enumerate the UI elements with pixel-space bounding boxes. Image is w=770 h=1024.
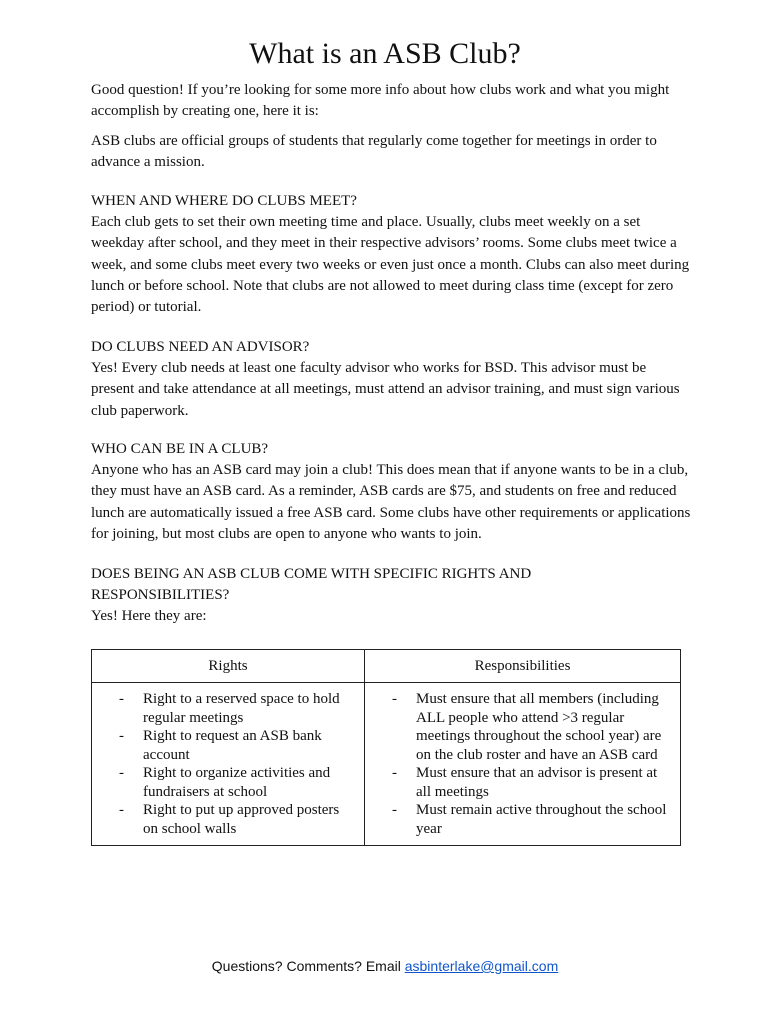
list-item: - Right to put up approved posters on school walls [119, 802, 340, 837]
responsibilities-header: Responsibilities [365, 650, 681, 683]
dash-bullet: - [392, 765, 397, 781]
list-item: - Must ensure that all members (including ALL people who attend >3 regular meetings throughout the school year) are on the club roster and have an ASB card [392, 691, 662, 763]
footer [0, 957, 770, 975]
section-rights-responsibilities [91, 564, 561, 628]
list-item: - Must remain active throughout the school year [392, 802, 667, 837]
dash-bullet: - [119, 691, 124, 707]
rights-cell [92, 683, 365, 846]
rights-responsibilities-table [91, 649, 681, 846]
section-body: Anyone who has an ASB card may join a club! This does mean that if anyone wants to be in a club, they must have an ASB card. As a reminder, ASB cards are $75, and students on free and reduced lunch are automatically issued a free ASB card. Some clubs have other requirements or applications for joining, but most clubs are open to anyone who wants to join. [91, 462, 691, 542]
section-when-where [91, 191, 691, 318]
dash-bullet: - [119, 802, 124, 818]
table-row [92, 683, 681, 846]
list-item: - Right to organize activities and fundraisers at school [119, 765, 331, 800]
responsibilities-cell [365, 683, 681, 846]
intro-paragraph-2: ASB clubs are official groups of students that regularly come together for meetings in order to advance a mission. [91, 133, 657, 171]
section-heading: WHEN AND WHERE DO CLUBS MEET? [91, 193, 357, 209]
section-heading: DO CLUBS NEED AN ADVISOR? [91, 339, 310, 355]
rights-header: Rights [92, 650, 365, 683]
intro-paragraph-1: Good question! If you’re looking for some more info about how clubs work and what you might accomplish by creating one, here it is: [91, 82, 670, 120]
section-body: Yes! Every club needs at least one faculty advisor who works for BSD. This advisor must be present and take attendance at all meetings, must attend an advisor training, and must sign various club paperwork. [91, 360, 680, 419]
section-body: Yes! Here they are: [91, 608, 207, 625]
dash-bullet: - [119, 765, 124, 781]
list-item: - Must ensure that an advisor is present at all meetings [392, 765, 658, 800]
dash-bullet: - [392, 802, 397, 818]
responsibilities-list [365, 690, 672, 838]
section-heading: DOES BEING AN ASB CLUB COME WITH SPECIFIC RIGHTS AND RESPONSIBILITIES? [91, 566, 532, 604]
section-advisor [91, 337, 691, 422]
rights-list [92, 690, 356, 838]
dash-bullet: - [392, 691, 397, 707]
email-link[interactable]: asbinterlake@gmail.com [404, 958, 559, 974]
table-header-row [92, 650, 681, 683]
list-item: - Right to request an ASB bank account [119, 728, 322, 763]
list-item: - Right to a reserved space to hold regular meetings [119, 691, 340, 726]
footer-text: Questions? Comments? Email [211, 958, 405, 974]
dash-bullet: - [119, 728, 124, 744]
section-body: Each club gets to set their own meeting time and place. Usually, clubs meet weekly on a set weekday after school, and they meet in their respective advisors’ rooms. Some clubs meet twice a week, and some clubs meet every two weeks or even just once a month. Clubs can also meet during lunch or before school. Note that clubs are not allowed to meet during class time (except for zero period) or tutorial. [91, 214, 690, 316]
section-heading: WHO CAN BE IN A CLUB? [91, 441, 269, 457]
section-who-can-join [91, 439, 691, 545]
page-title: What is an ASB Club? [249, 37, 521, 70]
